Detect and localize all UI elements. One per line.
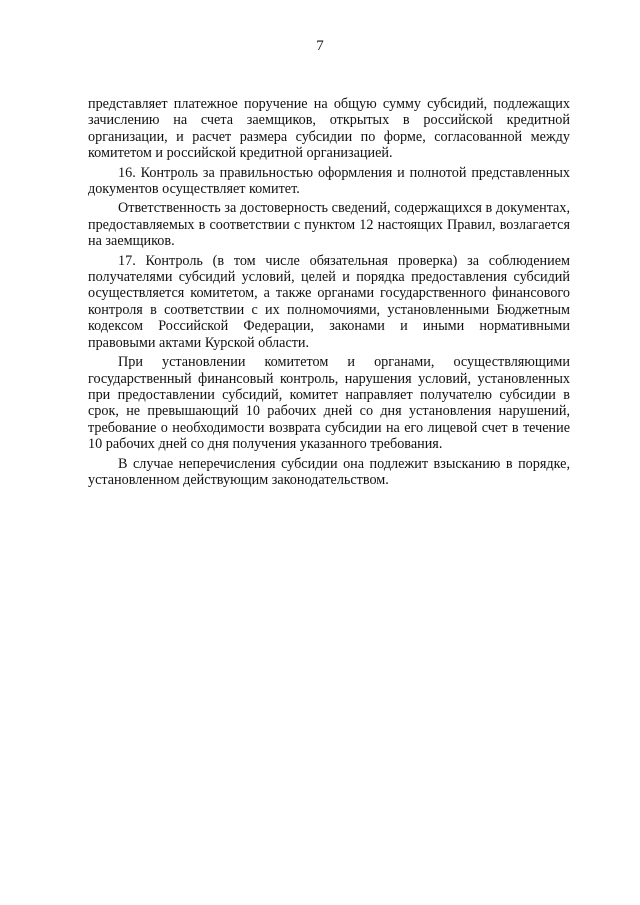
paragraph-responsibility: Ответственность за достоверность сведений, содержащихся в документах, предоставляемых в соответствии с пунктом 12 настоящих Правил, возлагается на заемщиков. bbox=[88, 200, 570, 250]
paragraph-item-17: 17. Контроль (в том числе обязательная проверка) за соблюдением получателями субсидий условий, целей и порядка предоставления субсидий осуществляется комитетом, а также органами государственного финансового контроля в соответствии с их полномочиями, установленными Бюджетным кодексом Российской Федерации, законами и иными нормативными правовыми актами Курской области. bbox=[88, 252, 570, 351]
page-number: 7 bbox=[316, 38, 324, 54]
paragraph-recovery: В случае неперечисления субсидии она подлежит взысканию в порядке, установленном действующим законодательством. bbox=[88, 455, 570, 488]
paragraph-item-16: 16. Контроль за правильностью оформления и полнотой представленных документов осуществляет комитет. bbox=[88, 164, 570, 198]
paragraph-continuation: представляет платежное поручение на общую сумму субсидий, подлежащих зачислению на счета заемщиков, открытых в российской кредитной организации, и расчет размера субсидии по форме, согласованной между комитетом и российской кредитной организацией. bbox=[88, 96, 570, 162]
paragraph-violation-procedure: При установлении комитетом и органами, осуществляющими государственный финансовый контроль, нарушения условий, установленных при предоставлении субсидий, комитет направляет получателю субсидии в срок, не превышающий 10 рабочих дней со дня установления нарушений, требование о необходимости возврата субсидии на его лицевой счет в течение 10 рабочих дней со дня получения указанного требования. bbox=[88, 354, 570, 453]
document-body bbox=[88, 96, 570, 491]
